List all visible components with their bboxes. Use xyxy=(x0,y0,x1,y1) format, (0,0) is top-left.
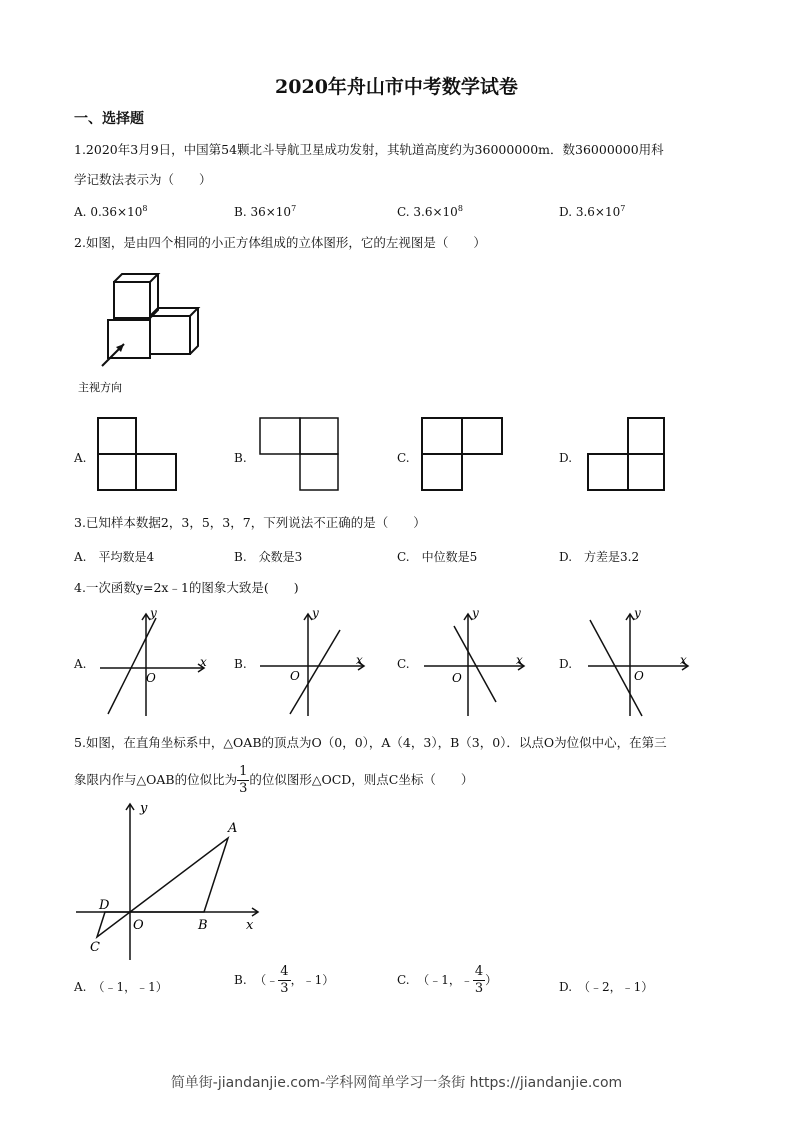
q2-option-a: A. xyxy=(74,451,87,465)
svg-text:y: y xyxy=(140,801,148,816)
svg-text:O: O xyxy=(133,918,144,933)
svg-text:y: y xyxy=(312,606,319,620)
q5-option-d: D. （﹣2，﹣1） xyxy=(559,980,654,994)
svg-text:x: x xyxy=(246,918,254,933)
q1-line1: 1.2020年3月9日，中国第54颗北斗导航卫星成功发射，其轨道高度约为36000000m．数36000000用科 xyxy=(74,142,664,157)
svg-text:O: O xyxy=(290,669,300,683)
svg-text:x: x xyxy=(680,653,687,667)
svg-text:B: B xyxy=(198,918,208,933)
q3-option-d: D. 方差是3.2 xyxy=(559,550,640,564)
q4-graph-a xyxy=(94,604,214,719)
q4-option-b: B. xyxy=(234,657,247,671)
q3-option-b: B. 众数是3 xyxy=(234,550,303,564)
q1-option-c: C. $3.6\times 10^8$ xyxy=(397,204,463,219)
q2-option-b-figure xyxy=(256,414,346,494)
q5-coordinate-figure xyxy=(70,798,270,968)
q4-option-c: C. xyxy=(397,657,410,671)
q2-option-c-figure xyxy=(418,414,508,494)
q5-line1: 5.如图，在直角坐标系中，△OAB的顶点为O（0，0），A（4，3），B（3，0）．以点O为位似中心，在第三 xyxy=(74,735,667,750)
footer-watermark: 简单街-jiandanjie.com-学科网简单学习一条街 https://jiandanjie.com xyxy=(170,1075,623,1091)
q4-option-a: A. xyxy=(74,657,87,671)
svg-text:x: x xyxy=(200,655,207,669)
q2-option-d: D. xyxy=(559,451,573,465)
q3-question: 3.已知样本数据2，3，5，3，7，下列说法不正确的是（ ） xyxy=(74,515,426,530)
q3-option-a: A. 平均数是4 xyxy=(74,550,155,564)
svg-text:y: y xyxy=(634,606,641,620)
q1-option-b: B. $36\times 10^7$ xyxy=(234,204,297,219)
svg-text:x: x xyxy=(356,653,363,667)
q5-line2: 象限内作与△OAB的位似比为 $\frac{1}{3}$ 的位似图形△OCD，则点C坐标（ ） xyxy=(74,764,474,796)
q1-option-d: D. $3.6\times 10^7$ xyxy=(559,204,626,219)
svg-text:O: O xyxy=(146,671,156,685)
svg-text:C: C xyxy=(90,940,100,955)
svg-text:O: O xyxy=(634,669,644,683)
q4-question: 4.一次函数y=2x﹣1的图象大致是( ) xyxy=(74,580,299,595)
svg-text:O: O xyxy=(452,671,462,685)
page-title: 2020年舟山市中考数学试卷 xyxy=(275,76,518,98)
q5-option-a: A. （﹣1，﹣1） xyxy=(74,980,168,994)
q1-line2: 学记数法表示为（ ） xyxy=(74,172,212,187)
svg-text:y: y xyxy=(472,606,479,620)
q2-option-d-figure xyxy=(584,414,674,494)
ratio-fraction: $\frac{1}{3}$ xyxy=(239,764,248,796)
svg-text:y: y xyxy=(150,606,157,620)
q4-graph-c xyxy=(414,604,534,719)
q2-question: 2.如图，是由四个相同的小正方体组成的立体图形，它的左视图是（ ） xyxy=(74,235,486,250)
q4-graph-d xyxy=(578,604,698,719)
svg-text:A: A xyxy=(228,821,238,836)
svg-text:D: D xyxy=(99,898,110,913)
q1-option-a: A. $0.36\times 10^8$ xyxy=(74,204,148,219)
q4-option-d: D. xyxy=(559,657,573,671)
q2-option-b: B. xyxy=(234,451,247,465)
q2-option-a-figure xyxy=(94,414,184,494)
svg-text:x: x xyxy=(516,653,523,667)
view-direction-label: 主视方向 xyxy=(78,381,122,394)
q5-option-c: C. （﹣1，﹣ $\frac{4}{3}$ ） xyxy=(397,964,498,996)
q3-option-c: C. 中位数是5 xyxy=(397,550,478,564)
section-heading: 一、选择题 xyxy=(74,111,144,127)
q5-option-b: B. （﹣ $\frac{4}{3}$ ，﹣1） xyxy=(234,964,335,996)
q2-option-c: C. xyxy=(397,451,410,465)
q4-graph-b xyxy=(254,604,374,719)
q2-cube-figure xyxy=(74,268,214,398)
